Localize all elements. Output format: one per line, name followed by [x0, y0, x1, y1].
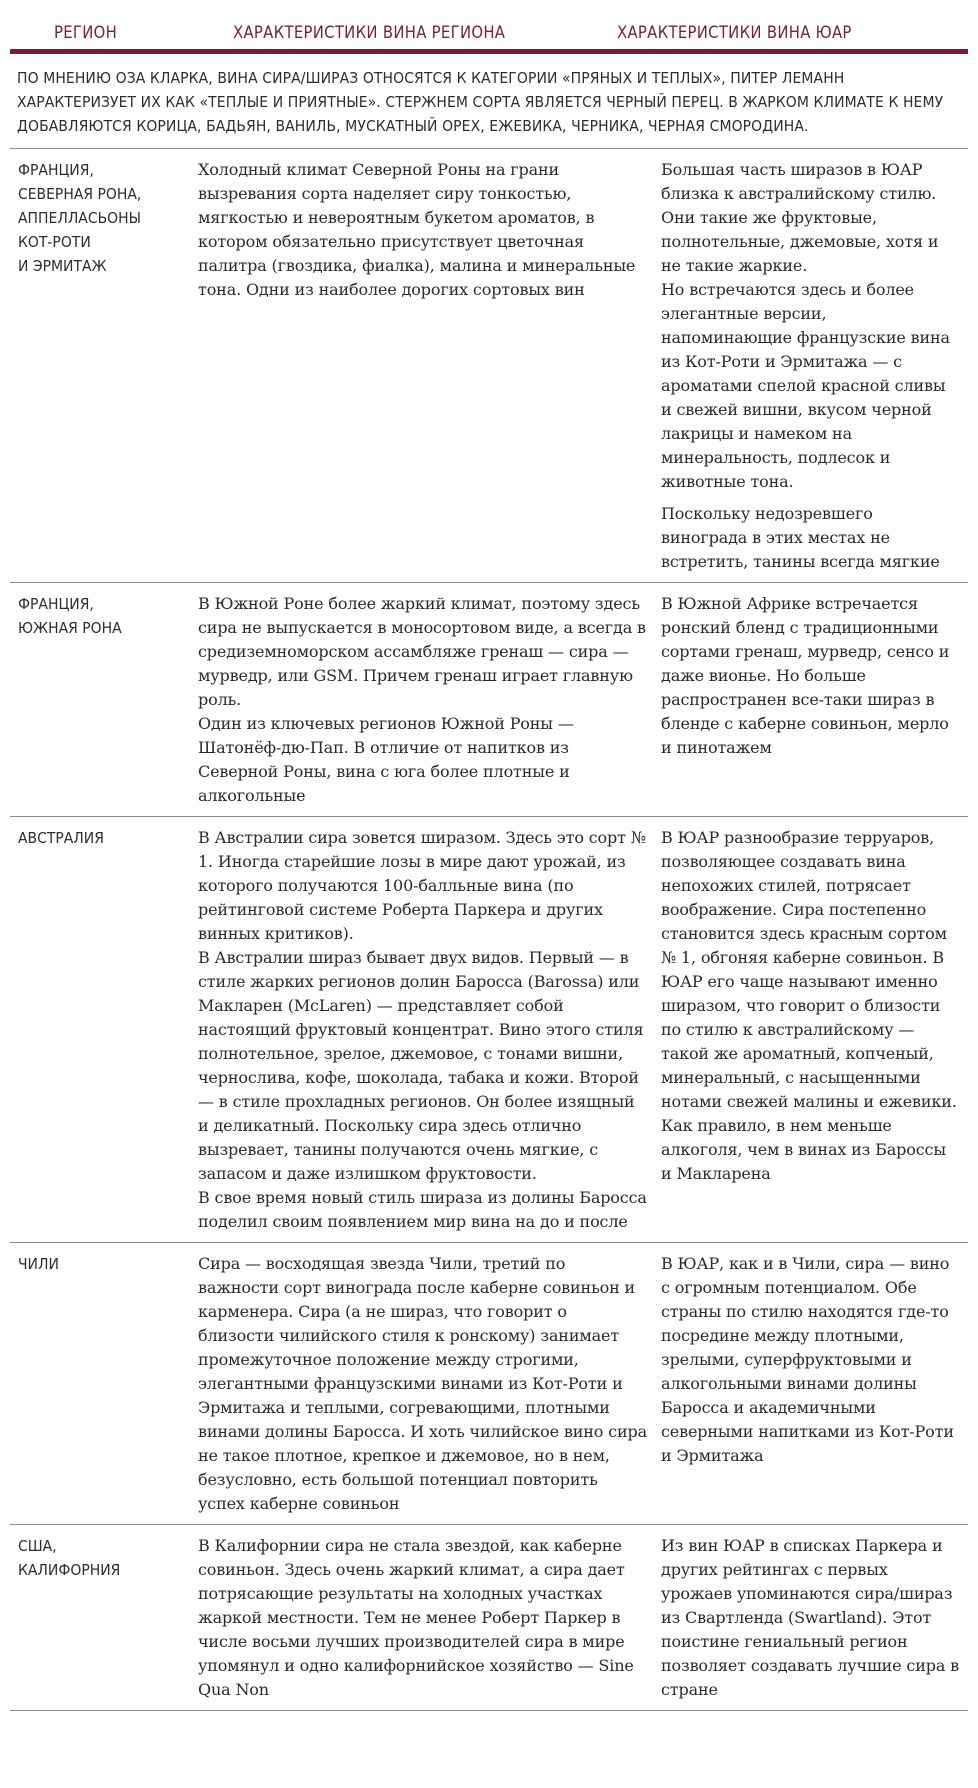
south-africa-cell — [661, 1534, 968, 1702]
region-cell: ФРАНЦИЯ, ЮЖНАЯ РОНА — [18, 595, 122, 637]
paragraph: В ЮАР разнообразие терруаров, позволяющее создавать вина непохожих стилей, потрясает воображение. Сира постепенно становится здесь красным сортом № 1, обгоняя каберне совиньон. В ЮАР его чаще называют именно ширазом, что говорит о близости по стилю к австралийскому — такой же ароматный, копченый, минеральный, с насыщенными нотами свежей малины и ежевики. Как правило, в нем меньше алкоголя, чем в винах из Бароссы и Макларена — [661, 828, 957, 1183]
paragraph: Один из ключевых регионов Южной Роны — Шатонёф-дю-Пап. В отличие от напитков из Северной Роны, вина с юга более плотные и алкогольные — [198, 714, 574, 805]
header-characteristics: ХАРАКТЕРИСТИКИ ВИНА РЕГИОНА — [233, 23, 506, 42]
paragraph: В свое время новый стиль шираза из долины Баросса поделил своим появлением мир вина на до и после — [198, 1188, 647, 1231]
paragraph: В Австралии сира зовется ширазом. Здесь это сорт № 1. Иногда старейшие лозы в мире дают урожай, из которого получаются 100-балльные вина (по рейтинговой системе Роберта Паркера и других винных критиков). — [198, 828, 646, 943]
characteristics-cell — [190, 592, 661, 808]
south-africa-cell — [661, 592, 968, 808]
region-cell: АВСТРАЛИЯ — [18, 829, 104, 847]
wine-table — [10, 0, 968, 1711]
paragraph: В ЮАР, как и в Чили, сира — вино с огромным потенциалом. Обе страны по стилю находятся где-то посредине между плотными, зрелыми, суперфруктовыми и алкогольными винами долины Баросса и академичными северными напитками из Кот-Роти и Эрмитажа — [661, 1254, 954, 1465]
intro-text: ПО МНЕНИЮ ОЗА КЛАРКА, ВИНА СИРА/ШИРАЗ ОТНОСЯТСЯ К КАТЕГОРИИ «ПРЯНЫХ И ТЕПЛЫХ», ПИТЕР ЛЕМАНН ХАРАКТЕРИЗУЕТ ИХ КАК «ТЕПЛЫЕ И ПРИЯТНЫЕ». СТЕРЖНЕМ СОРТА ЯВЛЯЕТСЯ ЧЕРНЫЙ ПЕРЕЦ. В ЖАРКОМ КЛИМАТЕ К НЕМУ ДОБАВЛЯЮТСЯ КОРИЦА, БАДЬЯН, ВАНИЛЬ, МУСКАТНЫЙ ОРЕХ, ЕЖЕВИКА, ЧЕРНИКА, ЧЕРНАЯ СМОРОДИНА. — [10, 54, 968, 149]
paragraph: В Южной Африке встречается ронский бленд с традиционными сортами гренаш, мурведр, сенсо и даже вионье. Но больше распространен все-таки шираз в бленде с каберне совиньон, мерло и пинотажем — [661, 594, 950, 757]
header-region: РЕГИОН — [54, 23, 118, 42]
characteristics-cell — [190, 826, 661, 1234]
paragraph: Большая часть ширазов в ЮАР близка к австралийскому стилю. Они такие же фруктовые, полнотельные, джемовые, хотя и не такие жаркие. — [661, 160, 939, 275]
south-africa-cell — [661, 1252, 968, 1516]
paragraph: Сира — восходящая звезда Чили, третий по важности сорт винограда после каберне совиньон и карменера. Сира (а не шираз, что говорит о близости чилийского стиля к ронскому) занимает промежуточное положение между строгими, элегантными французскими винами из Кот-Роти и Эрмитажа и теплыми, согревающими, плотными винами долины Баросса. И хоть чилийское вино сира не такое плотное, крепкое и джемовое, но в нем, безусловно, есть большой потенциал повторить успех каберне совиньон — [198, 1254, 648, 1513]
paragraph: В Южной Роне более жаркий климат, поэтому здесь сира не выпускается в моносортовом виде, а всегда в средиземноморском ассамбляже гренаш — сира — мурведр, или GSM. Причем гренаш играет главную роль. — [198, 594, 646, 709]
region-cell: США, КАЛИФОРНИЯ — [18, 1537, 121, 1579]
table-row — [10, 817, 968, 1243]
table-row — [10, 1525, 968, 1711]
characteristics-cell — [190, 1252, 661, 1516]
paragraph: Поскольку недозревшего винограда в этих местах не встретить, танины всегда мягкие — [661, 504, 940, 571]
characteristics-cell — [190, 158, 661, 574]
south-africa-cell — [661, 826, 968, 1234]
south-africa-cell — [661, 158, 968, 574]
region-cell: ЧИЛИ — [18, 1255, 59, 1273]
table-header — [10, 0, 968, 54]
characteristics-cell — [190, 1534, 661, 1702]
paragraph: В Калифорнии сира не стала звездой, как каберне совиньон. Здесь очень жаркий климат, а сира дает потрясающие результаты на холодных участках жаркой местности. Тем не менее Роберт Паркер в числе восьми лучших производителей сира в мире упомянул и одно калифорнийское хозяйство — Sine Qua Non — [198, 1536, 634, 1699]
table-row — [10, 1243, 968, 1525]
paragraph: Из вин ЮАР в списках Паркера и других рейтингах с первых урожаев упоминаются сира/шираз из Свартленда (Swartland). Этот поистине гениальный регион позволяет создавать лучшие сира в стране — [661, 1536, 960, 1699]
region-cell: ФРАНЦИЯ, СЕВЕРНАЯ РОНА, АППЕЛЛАСЬОНЫ КОТ-РОТИ И ЭРМИТАЖ — [18, 161, 142, 275]
paragraph: Но встречаются здесь и более элегантные версии, напоминающие французские вина из Кот-Роти и Эрмитажа — с ароматами спелой красной сливы и свежей вишни, вкусом черной лакрицы и намеком на минеральность, подлесок и животные тона. — [661, 280, 950, 491]
paragraph: Холодный климат Северной Роны на грани вызревания сорта наделяет сиру тонкостью, мягкостью и невероятным букетом ароматов, в котором обязательно присутствует цветочная палитра (гвоздика, фиалка), малина и минеральные тона. Одни из наиболее дорогих сортовых вин — [198, 160, 636, 299]
table-row — [10, 583, 968, 817]
paragraph: В Австралии шираз бывает двух видов. Первый — в стиле жарких регионов долин Баросса (Barossa) или Макларен (McLaren) — представляет собой настоящий фруктовый концентрат. Вино этого стиля полнотельное, зрелое, джемовое, с тонами вишни, чернослива, кофе, шоколада, табака и кожи. Второй — в стиле прохладных регионов. Он более изящный и деликатный. Поскольку сира здесь отлично вызревает, танины получаются очень мягкие, с запасом и даже излишком фруктовости. — [198, 948, 644, 1183]
table-row — [10, 149, 968, 583]
header-south-africa: ХАРАКТЕРИСТИКИ ВИНА ЮАР — [617, 23, 852, 42]
